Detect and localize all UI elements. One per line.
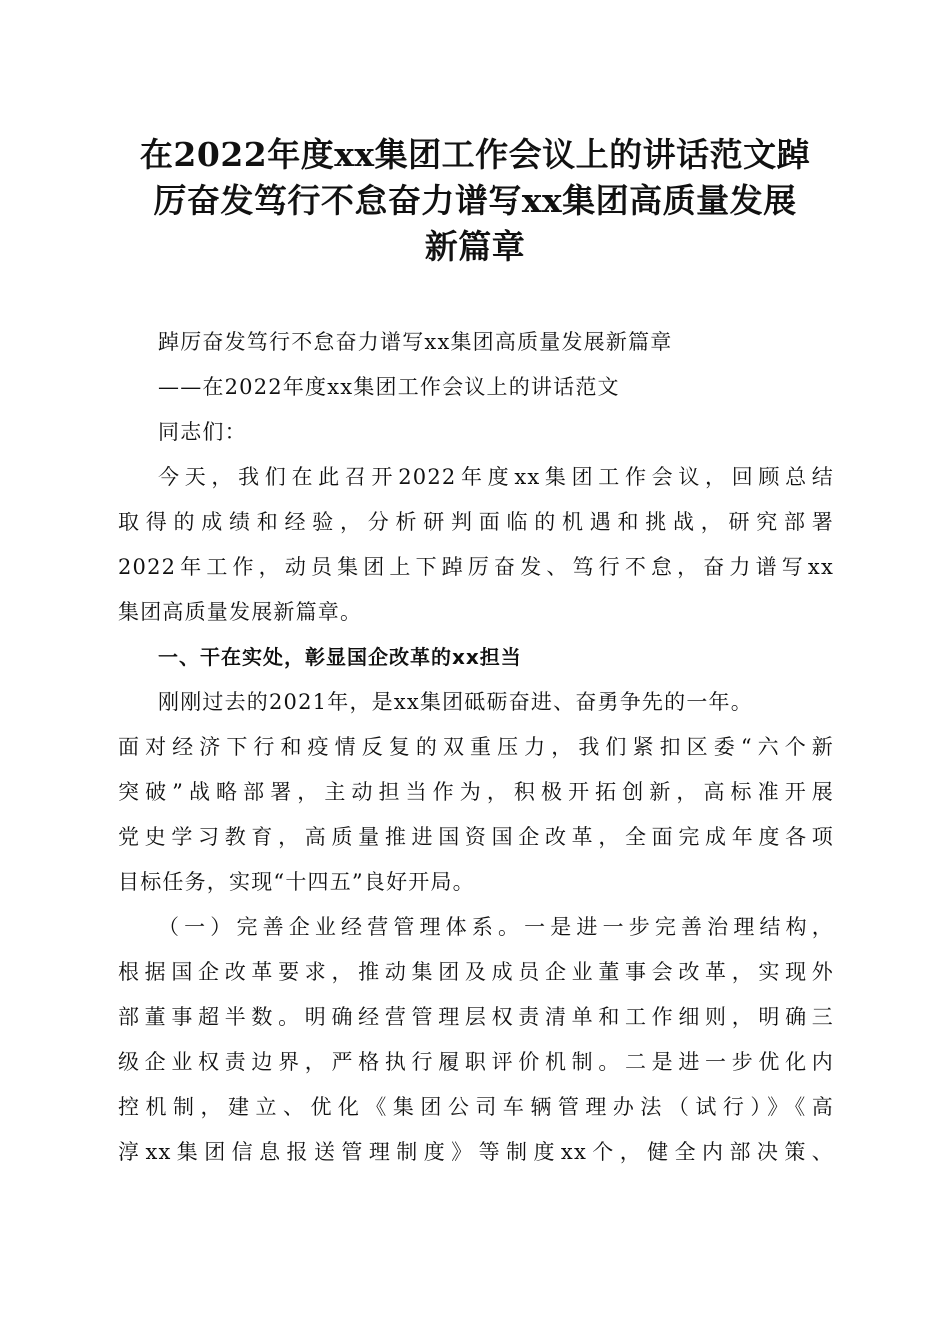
paragraph-line: 目标任务，实现“十四五”良好开局。 — [118, 870, 475, 894]
paragraph-line: 集团高质量发展新篇章。 — [118, 600, 363, 624]
paragraph-line: 突破”战略部署，主动担当作为，积极开拓创新，高标准开展 — [118, 780, 834, 804]
section-heading: 一、干在实处，彰显国企改革的xx担当 — [158, 645, 522, 669]
title-line-3: 新篇章 — [424, 227, 526, 266]
salutation: 同志们： — [158, 420, 247, 444]
title-line-2: 厉奋发笃行不怠奋力谱写xx集团高质量发展 — [153, 181, 797, 220]
title-line-1: 在2022年度xx集团工作会议上的讲话范文踔 — [139, 135, 811, 174]
paragraph-line: 面对经济下行和疫情反复的双重压力，我们紧扣区委“六个新 — [118, 735, 834, 759]
paragraph-line: 2022年工作，动员集团上下踔厉奋发、笃行不怠，奋力谱写xx — [118, 555, 834, 579]
subtitle: 踔厉奋发笃行不怠奋力谱写xx集团高质量发展新篇章 — [158, 330, 673, 354]
paragraph-line: 今天，我们在此召开2022年度xx集团工作会议，回顾总结 — [158, 465, 834, 489]
paragraph-line: 控机制，建立、优化《集团公司车辆管理办法（试行）》《高 — [118, 1095, 834, 1119]
paragraph-line: 淳xx集团信息报送管理制度》等制度xx个，健全内部决策、 — [118, 1140, 834, 1164]
paragraph-line: 部董事超半数。明确经营管理层权责清单和工作细则，明确三 — [118, 1005, 834, 1029]
paragraph-line: 级企业权责边界，严格执行履职评价机制。二是进一步优化内 — [118, 1050, 834, 1074]
subsection1-paragraph — [118, 905, 834, 1175]
document-title — [100, 132, 850, 270]
paragraph-line: 根据国企改革要求，推动集团及成员企业董事会改革，实现外 — [118, 960, 834, 984]
paragraph-line: 党史学习教育，高质量推进国资国企改革，全面完成年度各项 — [118, 825, 834, 849]
paragraph-line: （一）完善企业经营管理体系。一是进一步完善治理结构， — [158, 915, 834, 939]
intro-paragraph — [118, 455, 834, 635]
paragraph-line: 刚刚过去的2021年，是xx集团砥砺奋进、奋勇争先的一年。 — [158, 690, 753, 714]
paragraph-line: 取得的成绩和经验，分析研判面临的机遇和挑战，研究部署 — [118, 510, 834, 534]
subtitle-note: ——在2022年度xx集团工作会议上的讲话范文 — [158, 375, 620, 399]
document-body — [118, 320, 834, 1175]
section1-paragraph — [118, 680, 834, 905]
